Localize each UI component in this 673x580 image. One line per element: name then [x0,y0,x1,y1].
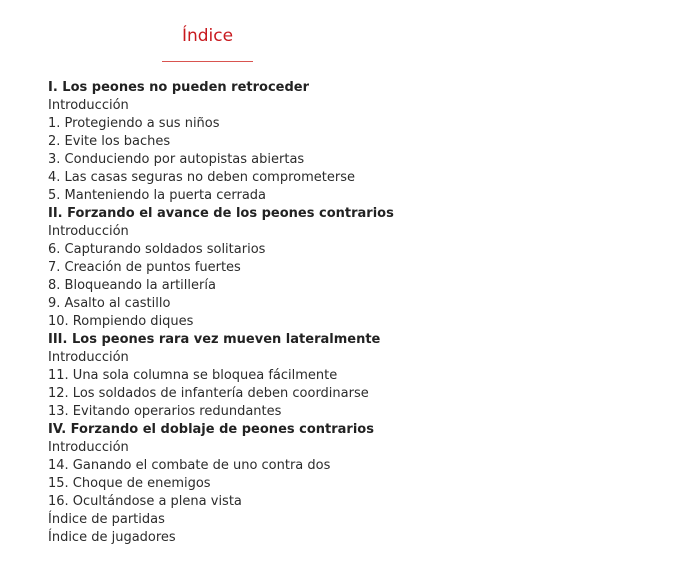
toc-entry-link[interactable]: 13. Evitando operarios redundantes [48,404,282,419]
toc-part-heading[interactable]: III. Los peones rara vez mueven lateralmente [48,332,381,347]
toc-part-heading[interactable]: II. Forzando el avance de los peones contrarios [48,206,394,221]
toc-entry-link[interactable]: 6. Capturando soldados solitarios [48,242,266,257]
title-divider [162,61,253,62]
toc-part-heading[interactable]: IV. Forzando el doblaje de peones contrarios [48,422,374,437]
toc-entry-link[interactable]: 5. Manteniendo la puerta cerrada [48,188,267,203]
toc-entry-link[interactable]: 16. Ocultándose a plena vista [48,494,242,509]
toc-entry-link[interactable]: Índice de partidas [48,512,165,527]
toc-entry-link[interactable]: Introducción [48,350,129,365]
toc-entry-link[interactable]: 3. Conduciendo por autopistas abiertas [48,152,305,167]
toc-entry-link[interactable]: Índice de jugadores [48,530,176,545]
toc-entry-link[interactable]: 12. Los soldados de infantería deben coordinarse [48,386,369,401]
toc-entry-link[interactable]: Introducción [48,98,129,113]
toc-entry-link[interactable]: 15. Choque de enemigos [48,476,211,491]
toc-entry-link[interactable]: Introducción [48,440,129,455]
table-of-contents [48,79,394,547]
toc-entry-link[interactable]: 4. Las casas seguras no deben comprometerse [48,170,355,185]
toc-entry-link[interactable]: Introducción [48,224,129,239]
toc-entry-link[interactable]: 10. Rompiendo diques [48,314,194,329]
toc-entry-link[interactable]: 11. Una sola columna se bloquea fácilmente [48,368,338,383]
toc-entry-link[interactable]: 1. Protegiendo a sus niños [48,116,220,131]
toc-entry-link[interactable]: 14. Ganando el combate de uno contra dos [48,458,331,473]
toc-entry-link[interactable]: 2. Evite los baches [48,134,171,149]
index-title: Índice [181,26,234,46]
toc-entry-link[interactable]: 8. Bloqueando la artillería [48,278,216,293]
toc-part-heading[interactable]: I. Los peones no pueden retroceder [48,80,310,95]
toc-entry-link[interactable]: 9. Asalto al castillo [48,296,171,311]
toc-entry-link[interactable]: 7. Creación de puntos fuertes [48,260,241,275]
